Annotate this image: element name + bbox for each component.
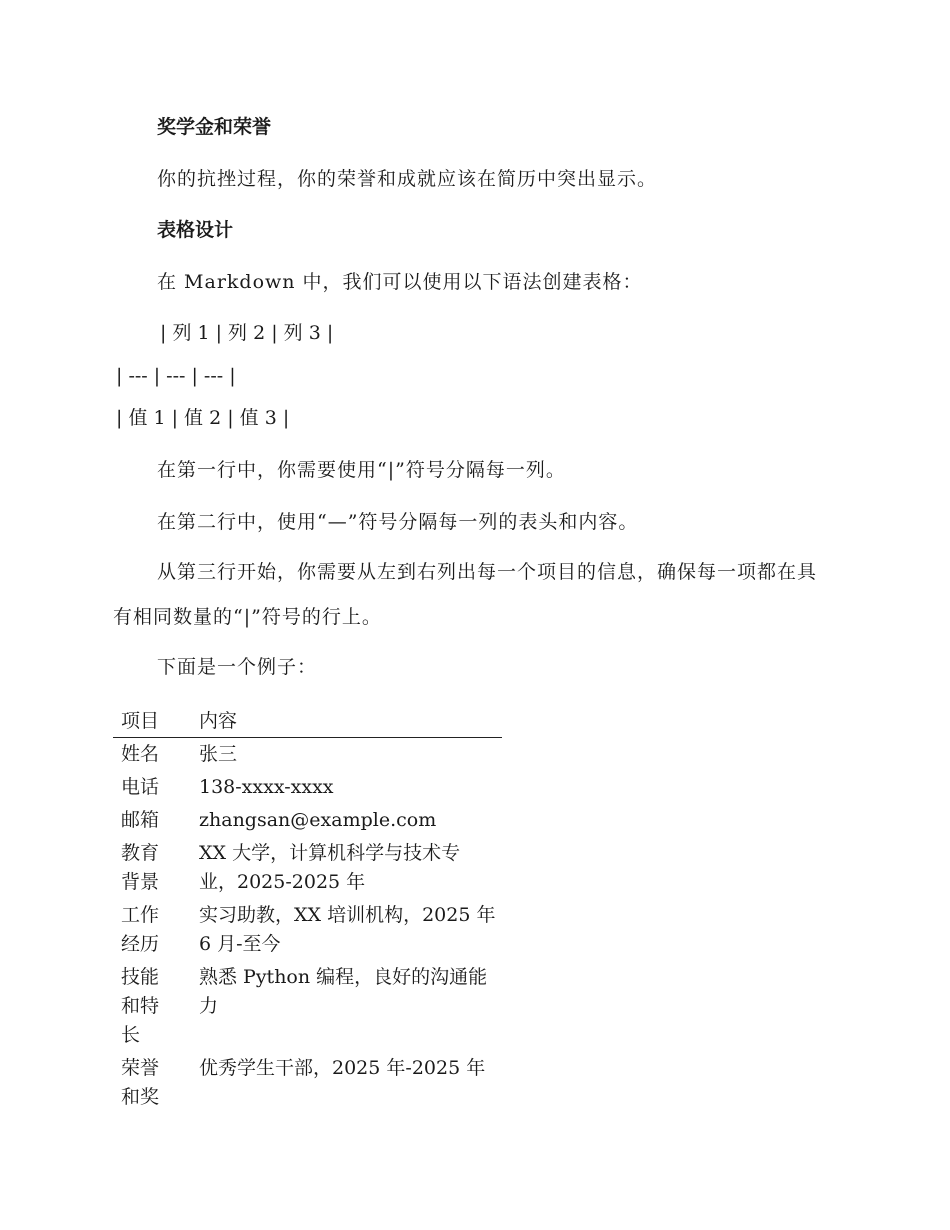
- table-cell-label: 工作经历: [121, 904, 160, 955]
- table-row: [113, 899, 502, 961]
- markdown-table-row-2: | --- | --- | --- |: [116, 365, 236, 387]
- resume-table: [113, 705, 502, 1114]
- markdown-intro-paragraph: 在 Markdown 中，我们可以使用以下语法创建表格：: [157, 271, 643, 293]
- table-row: [113, 804, 502, 837]
- table-cell-label: 技能和特长: [121, 966, 160, 1046]
- table-cell-value: XX 大学，计算机科学与技术专业，2025-2025 年: [199, 842, 461, 893]
- example-intro: 下面是一个例子：: [157, 656, 318, 678]
- scholarship-heading: 奖学金和荣誉: [157, 116, 272, 138]
- table-header-content: 内容: [165, 705, 502, 738]
- table-header-item: 项目: [113, 705, 165, 738]
- table-header-row: [113, 705, 502, 738]
- scholarship-paragraph: 你的抗挫过程，你的荣誉和成就应该在简历中突出显示。: [157, 168, 658, 190]
- table-cell-value: 优秀学生干部，2025 年-2025 年: [199, 1057, 486, 1079]
- table-row: [113, 771, 502, 804]
- table-cell-label: 电话: [121, 776, 160, 798]
- table-row: [113, 1052, 502, 1114]
- rule-first-row: 在第一行中，你需要使用“|”符号分隔每一列。: [157, 459, 566, 481]
- rule-second-row: 在第二行中，使用“—”符号分隔每一列的表头和内容。: [157, 511, 639, 533]
- rule-third-row: 从第三行开始，你需要从左到右列出每一个项目的信息，确保每一项都在具有相同数量的“|”符号的行上。: [113, 561, 818, 628]
- table-row: [113, 738, 502, 772]
- table-cell-label: 荣誉和奖: [121, 1057, 160, 1108]
- table-cell-label: 教育背景: [121, 842, 160, 893]
- table-cell-value: zhangsan@example.com: [199, 809, 437, 831]
- table-row: [113, 837, 502, 899]
- table-cell-value: 熟悉 Python 编程，良好的沟通能力: [199, 966, 488, 1017]
- markdown-table-row-3: | 值 1 | 值 2 | 值 3 |: [116, 407, 290, 429]
- table-design-heading: 表格设计: [157, 219, 234, 241]
- table-cell-label: 姓名: [121, 743, 160, 765]
- table-cell-value: 138-xxxx-xxxx: [199, 776, 334, 798]
- table-cell-label: 邮箱: [121, 809, 160, 831]
- table-cell-value: 实习助教，XX 培训机构，2025 年 6 月-至今: [199, 904, 496, 955]
- table-cell-value: 张三: [199, 743, 238, 765]
- table-row: [113, 961, 502, 1052]
- markdown-table-row-1: | 列 1 | 列 2 | 列 3 |: [160, 322, 334, 344]
